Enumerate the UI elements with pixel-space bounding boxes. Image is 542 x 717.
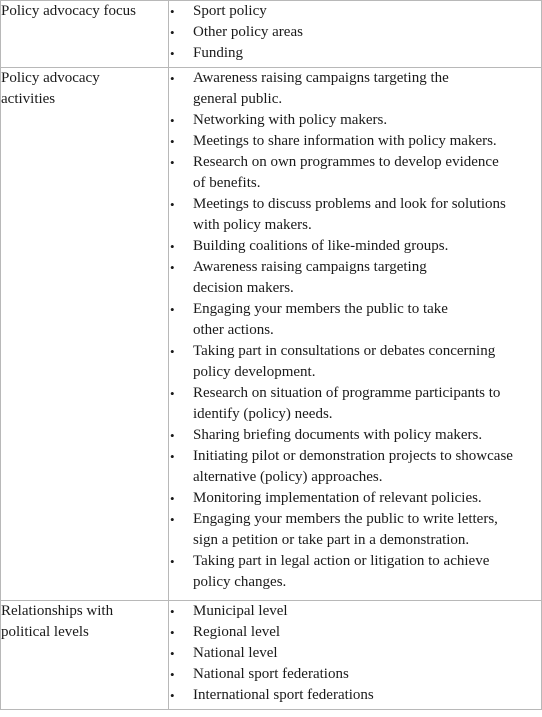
bullet-icon: • xyxy=(170,239,175,254)
table-row-policy-advocacy-focus xyxy=(1,1,542,68)
bullet-icon: • xyxy=(170,197,175,212)
row-list-cell xyxy=(169,1,542,68)
bullet-icon: • xyxy=(170,113,175,128)
bullet-icon: • xyxy=(170,344,175,359)
list-item xyxy=(169,509,541,551)
bullet-icon: • xyxy=(170,4,175,19)
bullet-list xyxy=(169,68,541,593)
list-item-text: Taking part in consultations or debates concerning policy development. xyxy=(193,343,496,380)
list-item xyxy=(169,257,541,299)
bullet-icon: • xyxy=(170,302,175,317)
bullet-icon: • xyxy=(170,260,175,275)
list-item-text: Awareness raising campaigns targeting the general public. xyxy=(193,70,449,107)
row-label-text: Policy advocacy activities xyxy=(1,70,100,107)
list-item xyxy=(169,446,541,488)
list-item-text: National sport federations xyxy=(193,666,349,682)
bullet-icon: • xyxy=(170,667,175,682)
list-item xyxy=(169,299,541,341)
bullet-icon: • xyxy=(170,688,175,703)
list-item xyxy=(169,488,541,509)
list-item xyxy=(169,22,541,43)
table-row-policy-advocacy-activities xyxy=(1,68,542,601)
bullet-icon: • xyxy=(170,625,175,640)
list-item-text: Awareness raising campaigns targeting decision makers. xyxy=(193,259,427,296)
list-item xyxy=(169,341,541,383)
list-item-text: Building coalitions of like-minded groups. xyxy=(193,238,449,254)
list-item xyxy=(169,425,541,446)
list-item xyxy=(169,685,541,706)
list-item-text: Funding xyxy=(193,45,244,61)
bullet-list xyxy=(169,601,541,706)
list-item xyxy=(169,383,541,425)
bullet-icon: • xyxy=(170,646,175,661)
list-item xyxy=(169,551,541,593)
row-list-cell xyxy=(169,68,542,601)
list-item xyxy=(169,643,541,664)
bullet-icon: • xyxy=(170,449,175,464)
list-item xyxy=(169,110,541,131)
list-item-text: Regional level xyxy=(193,624,281,640)
bullet-icon: • xyxy=(170,386,175,401)
bullet-icon: • xyxy=(170,604,175,619)
list-item-text: Municipal level xyxy=(193,603,288,619)
list-item-text: Initiating pilot or demonstration projects to showcase alternative (policy) approaches. xyxy=(193,448,513,485)
list-item-text: National level xyxy=(193,645,278,661)
list-item-text: Sport policy xyxy=(193,3,267,19)
list-item xyxy=(169,43,541,64)
row-label xyxy=(1,68,169,601)
bullet-icon: • xyxy=(170,134,175,149)
list-item xyxy=(169,236,541,257)
list-item xyxy=(169,622,541,643)
bullet-list xyxy=(169,1,541,64)
row-label xyxy=(1,1,169,68)
list-item-text: Networking with policy makers. xyxy=(193,112,388,128)
list-item-text: International sport federations xyxy=(193,687,374,703)
list-item-text: Meetings to discuss problems and look for solutions with policy makers. xyxy=(193,196,506,233)
list-item-text: Sharing briefing documents with policy makers. xyxy=(193,427,483,443)
row-label-text: Policy advocacy focus xyxy=(1,3,136,19)
bullet-icon: • xyxy=(170,46,175,61)
list-item-text: Meetings to share information with policy makers. xyxy=(193,133,497,149)
list-item xyxy=(169,1,541,22)
list-item-text: Taking part in legal action or litigation to achieve policy changes. xyxy=(193,553,490,590)
bullet-icon: • xyxy=(170,554,175,569)
row-label xyxy=(1,601,169,710)
bullet-icon: • xyxy=(170,71,175,86)
list-item xyxy=(169,194,541,236)
table-row-relationships-with-political-levels xyxy=(1,601,542,710)
row-list-cell xyxy=(169,601,542,710)
list-item xyxy=(169,68,541,110)
list-item-text: Engaging your members the public to write letters, sign a petition or take part in a demonstration. xyxy=(193,511,498,548)
bullet-icon: • xyxy=(170,428,175,443)
row-label-text: Relationships with political levels xyxy=(1,603,114,640)
list-item xyxy=(169,152,541,194)
list-item xyxy=(169,131,541,152)
list-item-text: Monitoring implementation of relevant policies. xyxy=(193,490,482,506)
bullet-icon: • xyxy=(170,512,175,527)
list-item-text: Engaging your members the public to take other actions. xyxy=(193,301,448,338)
list-item xyxy=(169,601,541,622)
list-item-text: Other policy areas xyxy=(193,24,303,40)
list-item xyxy=(169,664,541,685)
bullet-icon: • xyxy=(170,491,175,506)
bullet-icon: • xyxy=(170,155,175,170)
list-item-text: Research on situation of programme participants to identify (policy) needs. xyxy=(193,385,501,422)
bullet-icon: • xyxy=(170,25,175,40)
list-item-text: Research on own programmes to develop evidence of benefits. xyxy=(193,154,499,191)
